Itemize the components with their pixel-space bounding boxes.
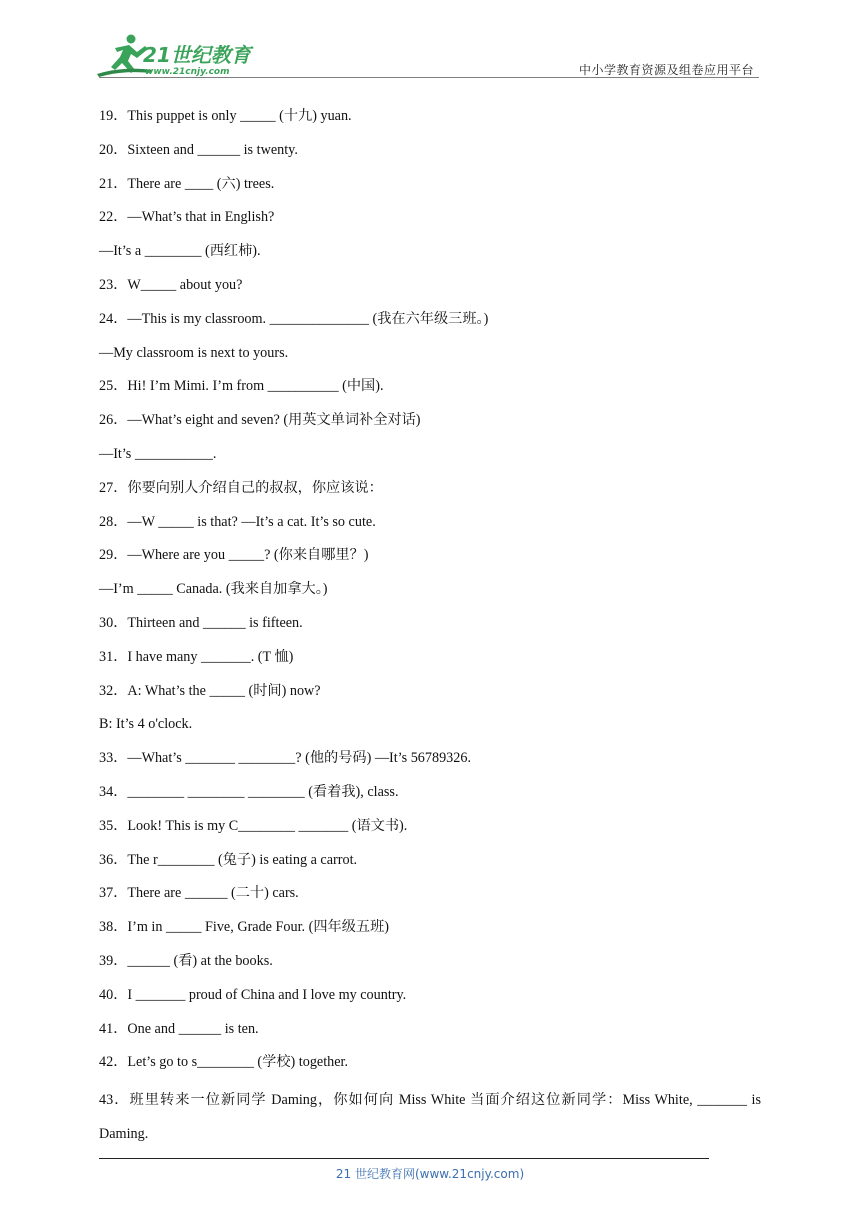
question-line: 43．班里转来一位新同学 Daming，你如何向 Miss White 当面介绍这位新同学：Miss White, _______ is Daming. [99, 1092, 761, 1142]
question-line: 37．There are ______ (二十) cars. [99, 885, 299, 902]
question-line: 32．A: What’s the _____ (时间) now? [99, 682, 321, 699]
question-line: 25．Hi! I’m Mimi. I’m from __________ (中国). [99, 378, 384, 395]
question-line: 42．Let’s go to s________ (学校) together. [99, 1054, 349, 1071]
question-line: 27．你要向别人介绍自己的叔叔，你应该说： [99, 479, 383, 496]
question-line: 39．______ (看) at the books. [99, 952, 273, 969]
question-line: —I’m _____ Canada. (我来自加拿大。) [99, 581, 328, 598]
footer-divider [99, 1158, 709, 1159]
question-line: 20．Sixteen and ______ is twenty. [99, 141, 298, 158]
question-line: 36．The r________ (兔子) is eating a carrot. [99, 851, 358, 868]
question-line: 29．—Where are you _____? (你来自哪里？) [99, 547, 369, 564]
question-line: 22．—What’s that in English? [99, 209, 275, 226]
question-line: 26．—What’s eight and seven? (用英文单词补全对话) [99, 412, 421, 429]
question-line: 33．—What’s _______ ________? (他的号码) —It’s 56789326. [99, 750, 471, 767]
header-divider [99, 77, 759, 78]
question-line: 23．W_____ about you? [99, 276, 243, 293]
question-line: 24．—This is my classroom. ______________ (我在六年级三班。) [99, 310, 489, 327]
footer-text: 21 世纪教育网(www.21cnjy.com) [335, 1167, 525, 1181]
platform-name: 中小学教育资源及组卷应用平台 [578, 63, 754, 77]
page-header [0, 0, 860, 80]
question-line: 41．One and ______ is ten. [99, 1020, 259, 1037]
question-line: 30．Thirteen and ______ is fifteen. [99, 614, 303, 631]
question-list [99, 104, 761, 1152]
21cnjy-logo [93, 30, 263, 80]
question-line: —My classroom is next to yours. [99, 344, 289, 361]
question-line: 31．I have many _______. (T 恤) [99, 648, 294, 665]
question-line: 38．I’m in _____ Five, Grade Four. (四年级五班) [99, 919, 390, 936]
question-line: —It’s a ________ (西红柿). [99, 243, 261, 260]
question-line: B: It’s 4 o'clock. [99, 716, 193, 733]
question-line: 21．There are ____ (六) trees. [99, 175, 275, 192]
question-line: 28．—W _____ is that? —It’s a cat. It’s so cute. [99, 513, 376, 530]
question-line: 40．I _______ proud of China and I love my country. [99, 986, 407, 1003]
logo-text: 21世纪教育 [143, 43, 251, 67]
question-line: —It’s ___________. [99, 445, 217, 462]
question-line: 19．This puppet is only _____ (十九) yuan. [99, 108, 352, 124]
logo-url: www.21cnjy.com [145, 67, 230, 77]
question-line: 34．________ ________ ________ (看着我), class. [99, 783, 399, 800]
question-line: 35．Look! This is my C________ _______ (语文书). [99, 817, 408, 834]
